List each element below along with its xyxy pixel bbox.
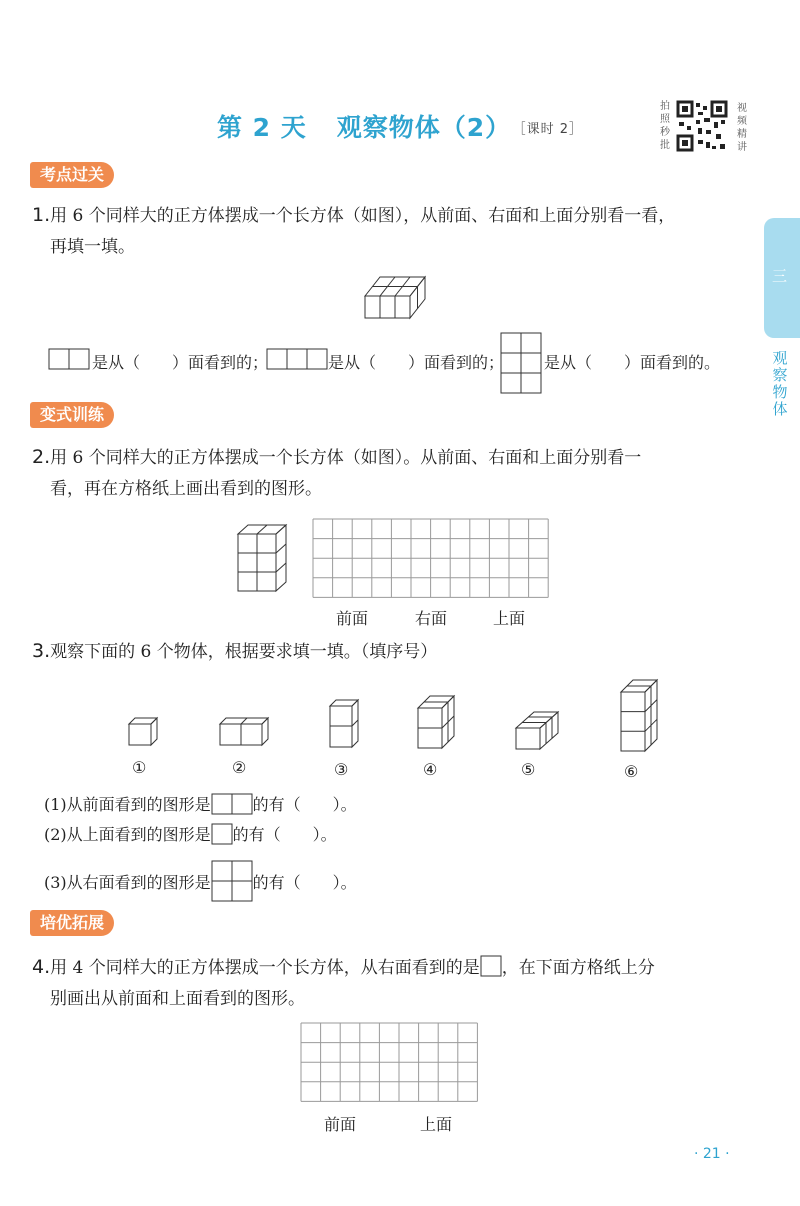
section-badge-kaodian: 考点过关	[30, 162, 114, 188]
q2-label-front: 前面	[336, 609, 369, 628]
q3-part-3: (3)从右面看到的图形是 的有（ ）。	[44, 860, 357, 902]
q1-fill-2: 是从（ ）面看到的；	[328, 353, 505, 372]
question-1	[32, 200, 752, 263]
q1-shape-2x3	[500, 332, 544, 394]
question-text-line2: 看，再在方格纸上画出看到的图形。	[50, 479, 322, 499]
qr-right-caption: 视频精讲	[737, 103, 747, 153]
q3-part-2: (2)从上面看到的图形是 的有（ ）。	[44, 825, 337, 844]
q4-label-front: 前面	[324, 1115, 357, 1134]
day-label: 第 2 天	[216, 113, 307, 142]
question-number: 1.	[32, 204, 51, 226]
q1-cuboid-figure	[360, 272, 432, 322]
q4-label-top: 上面	[420, 1115, 453, 1134]
section-badge-peiyou: 培优拓展	[30, 910, 114, 936]
q3-shape-2x1	[211, 793, 253, 815]
q3-object-5	[512, 708, 562, 752]
q2-cuboid-figure	[234, 522, 290, 594]
question-number: 4.	[32, 956, 51, 978]
topic-title: 观察物体（2）	[336, 113, 512, 142]
q2-label-top: 上面	[493, 609, 526, 628]
q1-fill-1: 是从（ ）面看到的；	[92, 353, 269, 372]
question-text-cont: ，在下面方格纸上分	[501, 958, 655, 978]
chapter-side-label: 观察物体	[772, 349, 788, 418]
q1-shape-3x1	[266, 348, 330, 370]
question-3	[32, 636, 752, 668]
q1-shape-2x1	[48, 348, 92, 370]
q3-part-1: (1)从前面看到的图形是 的有（ ）。	[44, 795, 357, 814]
qr-code-icon[interactable]	[676, 100, 728, 152]
q2-label-right: 右面	[415, 609, 448, 628]
q3-object-2	[216, 714, 272, 748]
lesson-tag: ［课时 2］	[519, 122, 584, 137]
question-text-line2: 再填一填。	[50, 237, 135, 257]
q4-shape-1x1	[480, 955, 502, 977]
question-text: 用 4 个同样大的正方体摆成一个长方体，从右面看到的是	[50, 958, 480, 978]
q3-shape-1x1	[211, 823, 233, 845]
question-text: 用 6 个同样大的正方体摆成一个长方体（如图），从前面、右面和上面分别看一看，	[50, 206, 676, 226]
q4-grid-paper[interactable]	[300, 1022, 480, 1108]
q3-label-4: ④	[423, 760, 438, 779]
question-2	[32, 442, 752, 505]
question-number: 3.	[32, 640, 51, 662]
q3-object-4	[414, 692, 458, 750]
q3-object-1	[125, 714, 161, 748]
question-text: 观察下面的 6 个物体，根据要求填一填。（填序号）	[50, 642, 438, 662]
question-4	[32, 952, 772, 1015]
qr-left-caption: 拍照秒批	[660, 101, 670, 151]
chapter-number: 三	[772, 267, 788, 285]
q3-label-6: ⑥	[624, 762, 639, 781]
q3-label-3: ③	[334, 760, 349, 779]
question-text: 用 6 个同样大的正方体摆成一个长方体（如图）。从前面、右面和上面分别看一	[50, 448, 642, 468]
q3-label-5: ⑤	[521, 760, 536, 779]
q2-grid-paper[interactable]	[312, 518, 552, 602]
q3-object-6	[617, 676, 661, 754]
question-number: 2.	[32, 446, 51, 468]
section-badge-bianshi: 变式训练	[30, 402, 114, 428]
page-number: · 21 ·	[694, 1146, 730, 1162]
q3-label-2: ②	[232, 758, 247, 777]
q3-object-3	[326, 696, 362, 750]
question-text-line2: 别画出从前面和上面看到的图形。	[50, 989, 305, 1009]
q1-fill-3: 是从（ ）面看到的。	[544, 353, 721, 372]
q3-shape-2x2	[211, 860, 253, 902]
q3-label-1: ①	[132, 758, 147, 777]
